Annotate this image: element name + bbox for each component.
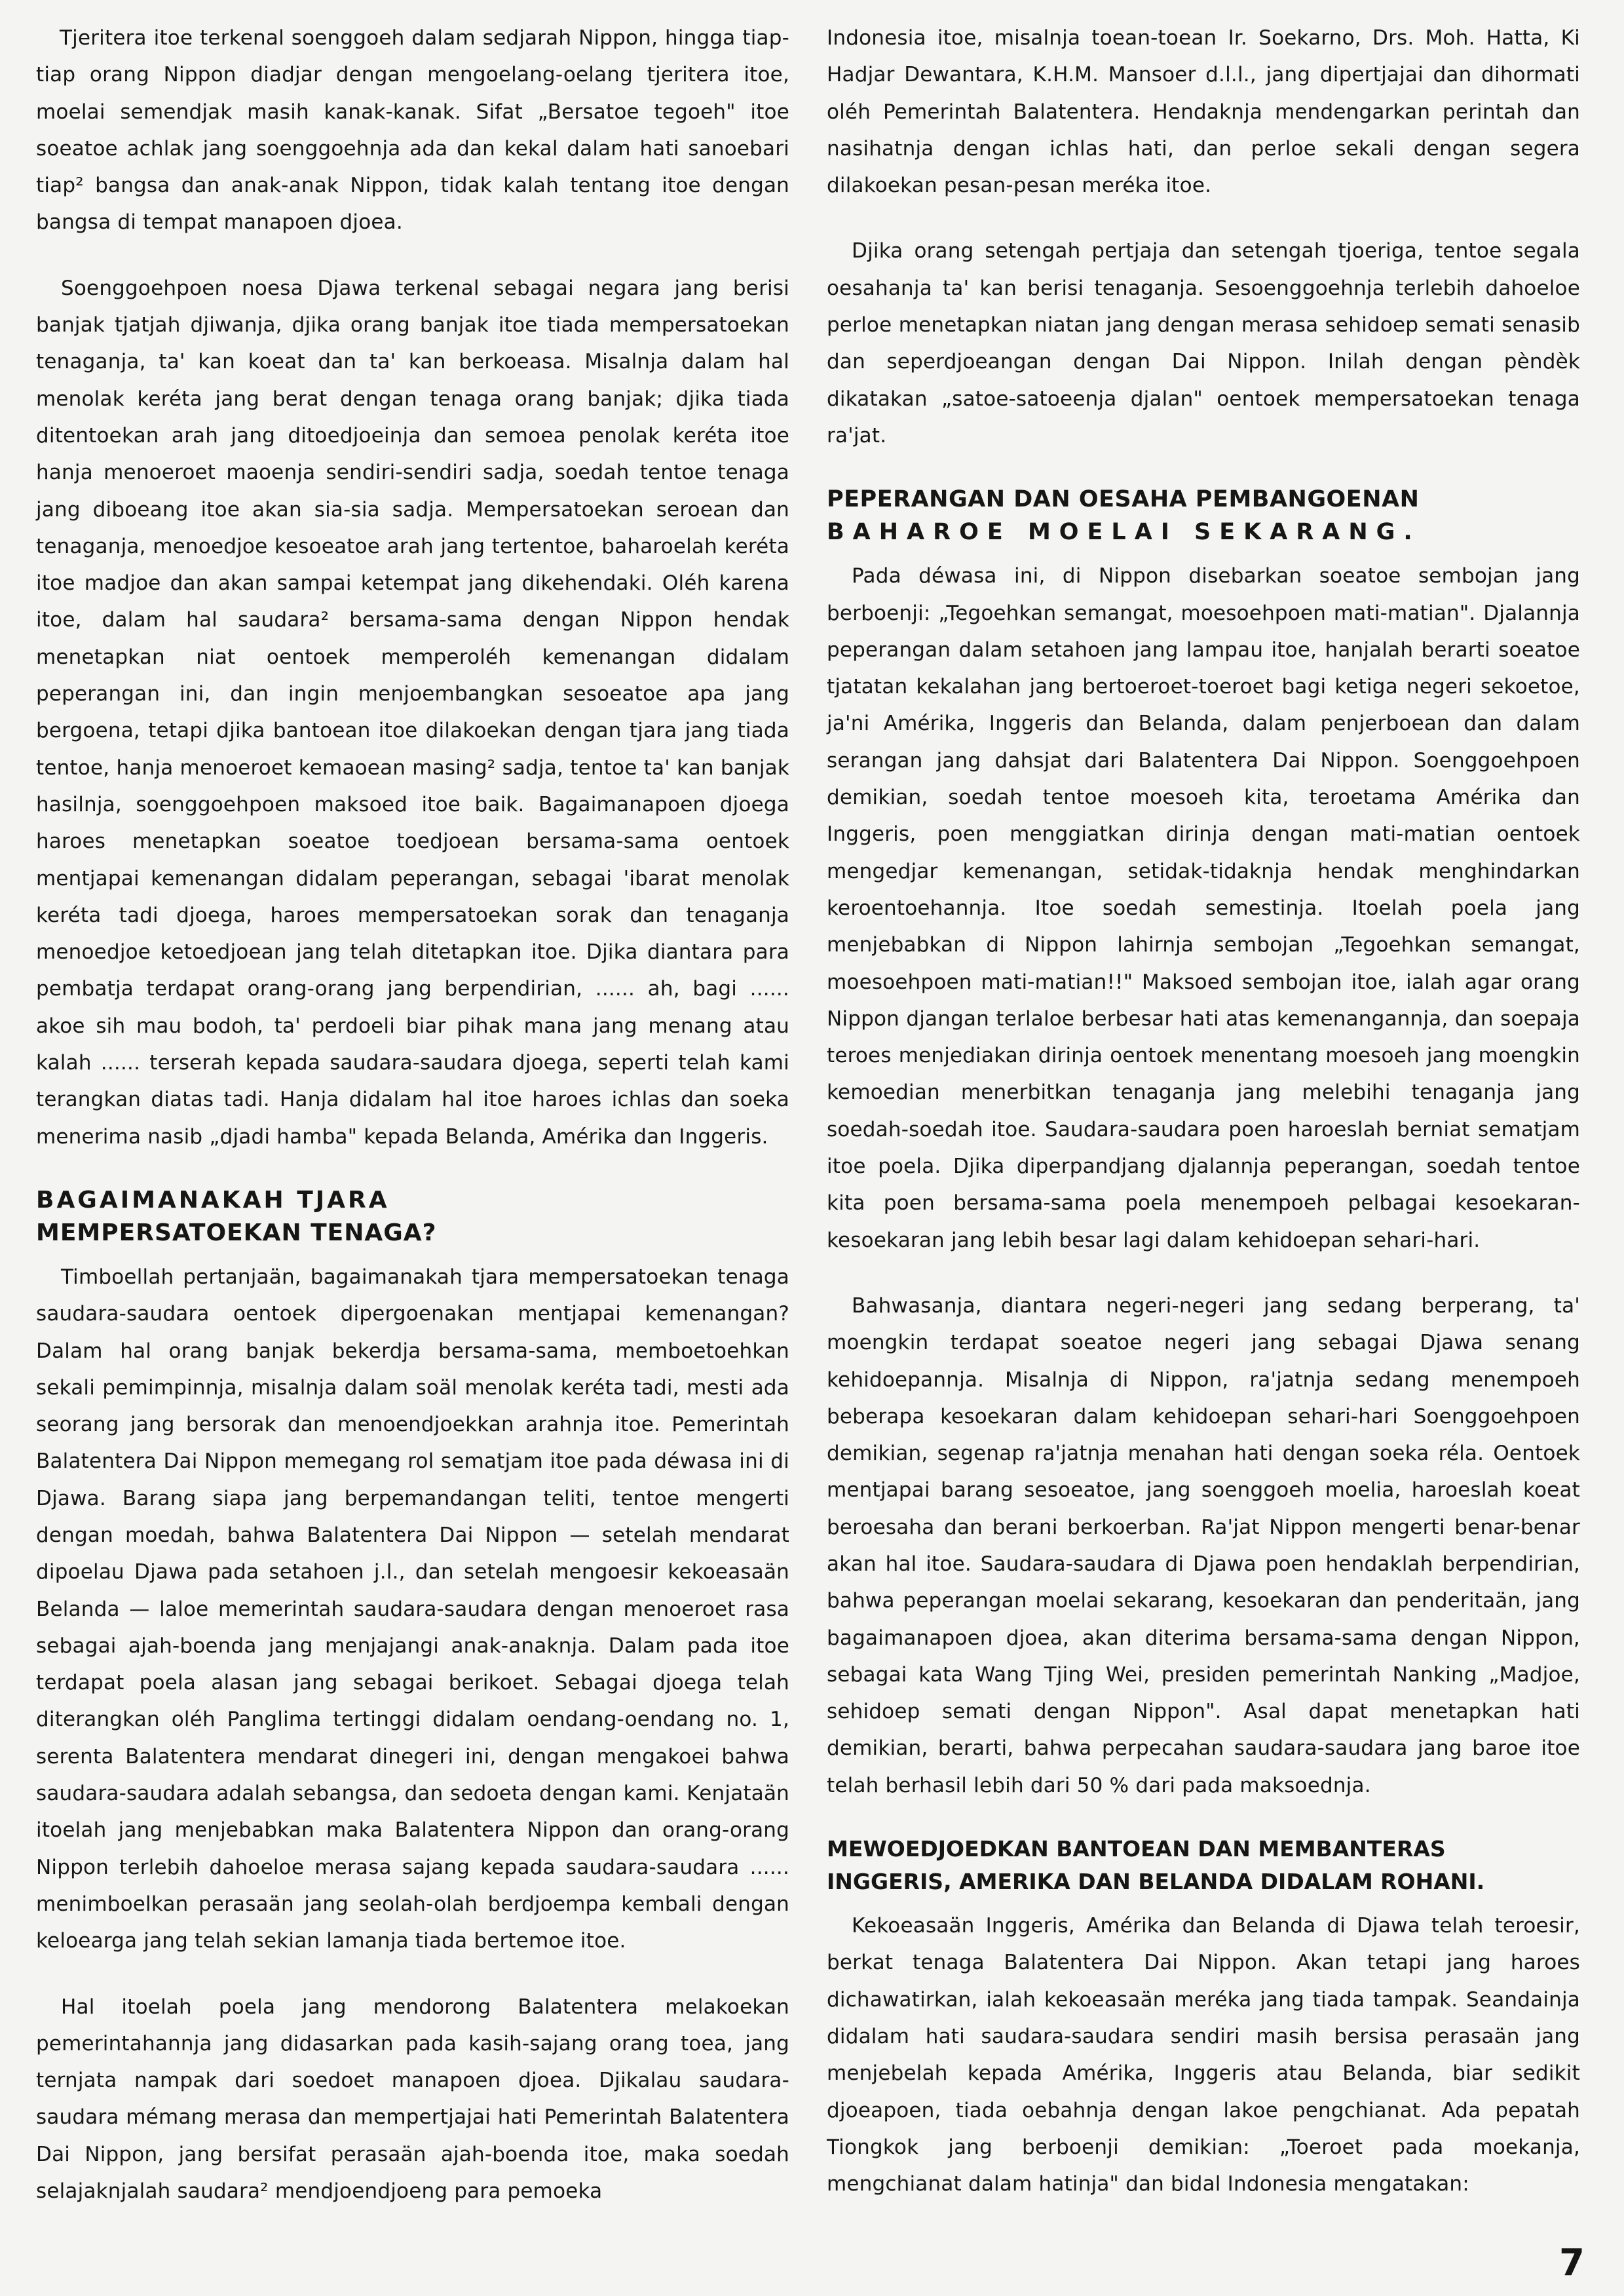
paragraph: Soenggoehpoen noesa Djawa terkenal sebagai negara jang berisi banjak tjatjah djiwanja, djika orang banjak itoe tiada mempersatoekan tenaganja, ta' kan koeat dan ta' kan berkoeasa. Misalnja dalam hal menolak keréta jang berat dengan tenaga orang banjak; djika tiada ditentoekan arah jang ditoedjoeinja dan semoea penolak keréta itoe hanja menoeroet maoenja sendiri-sendiri sadja, soedah tentoe tenaga jang diboeang itoe akan sia-sia sadja. Mempersatoekan seroean dan tenaganja, menoedjoe kesoeatoe arah jang tertentoe, baharoelah keréta itoe madjoe dan akan sampai ketempat jang dikehendaki. Oléh karena itoe, dalam hal saudara² bersama-sama dengan Nippon hendak menetapkan niat oentoek memperoléh kemenangan didalam peperangan ini, dan ingin menjoembangkan sesoeatoe apa jang bergoena, tetapi djika bantoean itoe dilakoekan dengan tjara jang tiada tentoe, hanja menoeroet kemaoean masing² sadja, tentoe ta' kan banjak hasilnja, soenggoehpoen maksoed itoe baik. Bagaimanapoen djoega haroes menetapkan soeatoe toedjoean bersama-sama oentoek mentjapai kemenangan didalam peperangan, sebagai 'ibarat menolak keréta tadi djoega, haroes mempersatoekan sorak dan tenaganja menoedjoe ketoedjoean jang telah ditetapkan itoe. Djika diantara para pembatja terdapat orang-orang jang berpendirian, ...... ah, bagi ...... akoe sih mau bodoh, ta' perdoeli biar pihak mana jang menang atau kalah ...... terserah kepada saudara-saudara djoega, seperti telah kami terangkan diatas tadi. Hanja didalam hal itoe haroes ichlas dan soeka menerima nasib „djadi hamba" kepada Belanda, Amérika dan Inggeris. bbox=[36, 276, 789, 1149]
heading-line: INGGERIS, AMERIKA DAN BELANDA DIDALAM ROHANI. bbox=[827, 1869, 1485, 1895]
paragraph: Djika orang setengah pertjaja dan setengah tjoeriga, tentoe segala oesahanja ta' kan berisi tenaganja. Sesoenggoehnja terlebih dahoeloe perloe menetapkan niatan jang dengan merasa sehidoep semati senasib dan seperdjoeangan dengan Dai Nippon. Inilah dengan pèndèk dikatakan „satoe-satoeenja djalan" oentoek mempersatoekan tenaga ra'jat. bbox=[827, 239, 1580, 448]
paragraph: Pada déwasa ini, di Nippon disebarkan soeatoe sembojan jang berboenji: „Tegoehkan semangat, moesoehpoen mati-matian". Djalannja peperangan dalam setahoen jang lampau itoe, hanjalah berarti soeatoe tjatatan kekalahan jang bertoeroet-toeroet bagi ketiga negeri sekoetoe, ja'ni Amérika, Inggeris dan Belanda, dalam penjerboean dan dalam serangan jang dahsjat dari Balatentera Dai Nippon. Soenggoehpoen demikian, soedah tentoe moesoeh kita, teroetama Amérika dan Inggeris, poen menggiatkan dirinja dengan mati-matian oentoek mengedjar kemenangan, setidak-tidaknja hendak menghindarkan keroentoehannja. Itoe soedah semestinja. Itoelah poela jang menjebabkan di Nippon lahirnja sembojan „Tegoehkan semangat, moesoehpoen mati-matian!!" Maksoed sembojan itoe, ialah agar orang Nippon djangan terlaloe berbesar hati atas kemenangannja, dan soepaja teroes menjediakan dirinja oentoek menentang moesoeh jang moengkin kemoedian menerbitkan tenaganja jang melebihi tenaganja jang soedah-soedah itoe. Saudara-saudara poen haroeslah berniat sematjam itoe poela. Djika diperpandjang djalannja peperangan, soedah tentoe kita poen bersama-sama poela menempoeh pelbagai kesoekaran-kesoekaran jang lebih besar lagi dalam kehidoepan sehari-hari. bbox=[827, 564, 1580, 1252]
heading-line: BAGAIMANAKAH TJARA bbox=[36, 1186, 390, 1214]
paragraph: Bahwasanja, diantara negeri-negeri jang sedang berperang, ta' moengkin terdapat soeatoe negeri jang sebagai Djawa senang kehidoepannja. Misalnja di Nippon, ra'jatnja sedang menempoeh beberapa kesoekaran dalam kehidoepan sehari-hari Soenggoehpoen demikian, segenap ra'jatnja menahan hati dengan soeka réla. Oentoek mentjapai barang sesoeatoe, jang soenggoeh moelia, haroeslah koeat beroesaha dan berani berkoerban. Ra'jat Nippon mengerti benar-benar akan hal itoe. Saudara-saudara di Djawa poen hendaklah berpendirian, bahwa peperangan moelai sekarang, kesoekaran dan penderitaän, jang bagaimanapoen djoea, akan diterima bersama-sama dengan Nippon, sebagai kata Wang Tjing Wei, presiden pemerintah Nanking „Madjoe, sehidoep semati dengan Nippon". Asal dapat menetapkan hati demikian, berarti, bahwa perpecahan saudara-saudara jang baroe itoe telah berhasil lebih dari 50 % dari pada maksoednja. bbox=[827, 1293, 1580, 1797]
heading-line: MEMPERSATOEKAN TENAGA? bbox=[36, 1219, 437, 1246]
paragraph: Tjeritera itoe terkenal soenggoeh dalam sedjarah Nippon, hingga tiap-tiap orang Nippon diadjar dengan mengoelang-oelang tjeritera itoe, moelai semendjak masih kanak-kanak. Sifat „Bersatoe tegoeh" itoe soeatoe achlak jang soenggoehnja ada dan kekal dalam hati sanoebari tiap² bangsa dan anak-anak Nippon, tidak kalah tentang itoe dengan bangsa di tempat manapoen djoea. bbox=[36, 26, 789, 235]
section-heading bbox=[827, 483, 1580, 548]
paragraph: Indonesia itoe, misalnja toean-toean Ir. Soekarno, Drs. Moh. Hatta, Ki Hadjar Dewantara, K.H.M. Mansoer d.l.l., jang dipertjajai dan dihormati oléh Pemerintah Balatentera. Hendaknja mendengarkan perintah dan nasihatnja dengan ichlas hati, dan perloe sekali dengan segera dilakoekan pesan-pesan meréka itoe. bbox=[827, 26, 1580, 198]
heading-line: BAHAROE MOELAI SEKARANG. bbox=[827, 519, 1421, 546]
paragraph: Timboellah pertanjaän, bagaimanakah tjara mempersatoekan tenaga saudara-saudara oentoek dipergoenakan mentjapai kemenangan? Dalam hal orang banjak bekerdja bersama-sama, memboetoehkan sekali pemimpinnja, misalnja dalam soäl menolak keréta tadi, mesti ada seorang jang bersorak dan menoendjoekkan arahnja itoe. Pemerintah Balatentera Dai Nippon memegang rol sematjam itoe pada déwasa ini di Djawa. Barang siapa jang berpemandangan teliti, tentoe mengerti dengan moedah, bahwa Balatentera Dai Nippon — setelah mendarat dipoelau Djawa pada setahoen j.l., dan setelah mengoesir kekoeasaän Belanda — laloe memerintah saudara-saudara dengan menoeroet rasa sebagai ajah-boenda jang menjajangi anak-anaknja. Dalam pada itoe terdapat poela alasan jang sebagai berikoet. Sebagai djoega telah diterangkan oléh Panglima tertinggi didalam oendang-oendang no. 1, serenta Balatentera mendarat dinegeri ini, dengan mengakoei bahwa saudara-saudara adalah sebangsa, dan sedoeta dengan kami. Kenjataän itoelah jang menjebabkan maka Balatentera Nippon dan orang-orang Nippon terlebih dahoeloe merasa sajang kepada saudara-saudara ...... menimboelkan perasaän jang seolah-olah berdjoempa kembali dengan keloearga jang telah sekian lamanja tiada bertemoe itoe. bbox=[36, 1265, 789, 1953]
heading-line: MEWOEDJOEDKAN BANTOEAN DAN MEMBANTERAS bbox=[827, 1836, 1446, 1862]
section-heading bbox=[827, 1833, 1580, 1898]
left-column bbox=[36, 20, 789, 2238]
paragraph: Hal itoelah poela jang mendorong Balatentera melakoekan pemerintahannja jang didasarkan pada kasih-sajang orang toea, jang ternjata nampak dari soedoet manapoen djoea. Djikalau saudara-saudara mémang merasa dan mempertjajai hati Pemerintah Balatentera Dai Nippon, jang bersifat perasaän ajah-boenda itoe, maka soedah selajaknjalah saudara² mendjoendjoeng para pemoeka bbox=[36, 1995, 789, 2204]
section-heading bbox=[36, 1184, 789, 1250]
heading-line: PEPERANGAN DAN OESAHA PEMBANGOENAN bbox=[827, 486, 1420, 513]
page-number: 7 bbox=[1559, 2242, 1585, 2284]
right-column bbox=[827, 20, 1580, 2231]
paragraph: Kekoeasaän Inggeris, Amérika dan Belanda di Djawa telah teroesir, berkat tenaga Balatentera Dai Nippon. Akan tetapi jang haroes dichawatirkan, ialah kekoeasaän meréka jang tiada tampak. Seandainja didalam hati saudara-saudara sendiri masih bersisa perasaän jang menjebelah kepada Amérika, Inggeris atau Belanda, biar sedikit djoeapoen, tiada oebahnja dengan lakoe pengchianat. Ada pepatah Tiongkok jang berboenji demikian: „Toeroet pada moekanja, mengchianat dalam hatinja" dan bidal Indonesia mengatakan: bbox=[827, 1914, 1580, 2196]
